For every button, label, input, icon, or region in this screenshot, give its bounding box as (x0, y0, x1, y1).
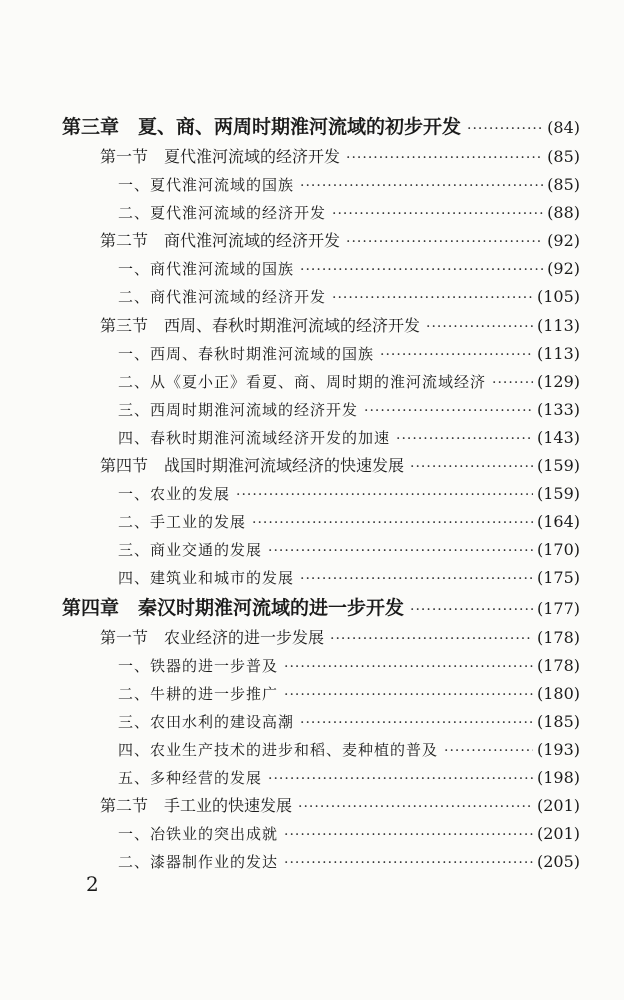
toc-subsection-entry (0, 652, 624, 680)
toc-entry-page: (205) (536, 852, 580, 872)
page-number: 2 (86, 872, 99, 896)
toc-entry-page: (170) (536, 540, 580, 560)
dot-leader (268, 537, 533, 565)
toc-entry-title: 一、铁器的进一步普及 (118, 656, 279, 675)
toc-section-entry (0, 452, 624, 480)
toc-entry-title: 二、从《夏小正》看夏、商、周时期的淮河流域经济 (118, 372, 487, 391)
toc-entry-page: (88) (547, 203, 580, 223)
dot-leader (284, 681, 533, 709)
toc-subsection-entry (0, 508, 624, 536)
dot-leader (284, 653, 533, 681)
dot-leader (300, 709, 533, 737)
toc-entry-title: 五、多种经营的发展 (118, 768, 263, 787)
toc-subsection-entry (0, 424, 624, 452)
toc-entry-title: 二、漆器制作业的发达 (118, 853, 279, 872)
dot-leader (332, 284, 533, 312)
toc-entry-page: (129) (536, 371, 580, 391)
toc-entry-page: (159) (536, 484, 580, 504)
dot-leader (396, 425, 533, 453)
toc-entry-page: (143) (536, 427, 580, 447)
dot-leader (236, 481, 533, 509)
toc-subsection-entry (0, 680, 624, 708)
toc-entry-title: 一、冶铁业的突出成就 (118, 825, 279, 844)
dot-leader (330, 625, 533, 653)
toc-section-entry (0, 227, 624, 255)
toc-entry-page: (92) (547, 231, 580, 251)
toc-entry-title: 一、西周、春秋时期淮河流域的国族 (118, 344, 375, 363)
toc-entry-page: (113) (536, 315, 580, 335)
toc-subsection-entry (0, 199, 624, 227)
toc-entry-title: 一、农业的发展 (118, 485, 231, 504)
toc-subsection-entry (0, 480, 624, 508)
toc-subsection-entry (0, 171, 624, 199)
toc-entry-title: 四、农业生产技术的进步和稻、麦种植的普及 (118, 740, 439, 759)
toc-entry-page: (85) (547, 175, 580, 195)
toc-entry-page: (178) (536, 655, 580, 675)
toc-entry-page: (105) (536, 287, 580, 307)
toc-entry-page: (175) (536, 568, 580, 588)
toc-entry-title: 二、商代淮河流域的经济开发 (118, 288, 327, 307)
toc-subsection-entry (0, 368, 624, 396)
toc-entry-page: (159) (536, 456, 580, 476)
toc-entry-page: (193) (536, 739, 580, 759)
toc-entry-title: 三、农田水利的建设高潮 (118, 712, 295, 731)
toc-section-entry (0, 792, 624, 820)
dot-leader (300, 565, 533, 593)
toc-entry-page: (178) (536, 627, 580, 647)
toc-section-entry (0, 143, 624, 171)
toc-entry-title: 三、商业交通的发展 (118, 541, 263, 560)
table-of-contents (0, 112, 624, 876)
toc-entry-title: 四、春秋时期淮河流域经济开发的加速 (118, 428, 391, 447)
dot-leader (346, 144, 543, 172)
toc-entry-page: (84) (547, 118, 580, 137)
dot-leader (492, 369, 533, 397)
toc-subsection-entry (0, 736, 624, 764)
dot-leader (410, 595, 533, 626)
toc-chapter-entry (0, 593, 624, 624)
dot-leader (426, 313, 533, 341)
dot-leader (467, 114, 543, 145)
toc-chapter-entry (0, 112, 624, 143)
toc-subsection-entry (0, 283, 624, 311)
toc-entry-title: 三、西周时期淮河流域的经济开发 (118, 400, 359, 419)
toc-entry-page: (85) (547, 147, 580, 166)
toc-entry-page: (201) (536, 824, 580, 844)
toc-subsection-entry (0, 820, 624, 848)
toc-entry-page: (113) (536, 343, 580, 363)
toc-entry-title: 二、夏代淮河流域的经济开发 (118, 204, 327, 223)
toc-subsection-entry (0, 564, 624, 592)
dot-leader (444, 737, 533, 765)
toc-entry-page: (177) (536, 598, 580, 618)
dot-leader (346, 228, 543, 256)
dot-leader (364, 397, 533, 425)
toc-subsection-entry (0, 708, 624, 736)
toc-entry-title: 一、商代淮河流域的国族 (118, 260, 295, 279)
toc-section-entry (0, 624, 624, 652)
toc-entry-page: (92) (547, 259, 580, 279)
dot-leader (284, 849, 533, 877)
toc-entry-title: 第三章 夏、商、两周时期淮河流域的初步开发 (62, 116, 462, 138)
toc-entry-title: 第四节 战国时期淮河流域经济的快速发展 (100, 456, 405, 476)
toc-entry-title: 第二节 商代淮河流域的经济开发 (100, 231, 341, 251)
toc-subsection-entry (0, 764, 624, 792)
toc-entry-page: (164) (536, 512, 580, 532)
dot-leader (380, 341, 533, 369)
toc-entry-page: (185) (536, 711, 580, 731)
toc-entry-title: 第一节 农业经济的进一步发展 (100, 627, 325, 647)
toc-entry-title: 第二节 手工业的快速发展 (100, 796, 293, 816)
dot-leader (298, 793, 533, 821)
toc-entry-page: (201) (536, 796, 580, 816)
toc-entry-page: (180) (536, 683, 580, 703)
toc-entry-title: 一、夏代淮河流域的国族 (118, 176, 295, 195)
dot-leader (300, 172, 543, 200)
toc-entry-title: 第四章 秦汉时期淮河流域的进一步开发 (62, 596, 405, 619)
toc-entry-title: 二、牛耕的进一步推广 (118, 684, 279, 703)
dot-leader (268, 765, 533, 793)
toc-entry-title: 第三节 西周、春秋时期淮河流域的经济开发 (100, 315, 421, 335)
toc-entry-page: (198) (536, 767, 580, 787)
toc-entry-page: (133) (536, 399, 580, 419)
dot-leader (410, 453, 533, 481)
toc-subsection-entry (0, 396, 624, 424)
toc-subsection-entry (0, 340, 624, 368)
dot-leader (332, 200, 543, 228)
toc-entry-title: 二、手工业的发展 (118, 513, 247, 532)
toc-entry-title: 第一节 夏代淮河流域的经济开发 (100, 147, 341, 166)
toc-subsection-entry (0, 536, 624, 564)
dot-leader (300, 256, 543, 284)
toc-subsection-entry (0, 255, 624, 283)
dot-leader (252, 509, 533, 537)
toc-section-entry (0, 312, 624, 340)
dot-leader (284, 821, 533, 849)
toc-entry-title: 四、建筑业和城市的发展 (118, 569, 295, 588)
